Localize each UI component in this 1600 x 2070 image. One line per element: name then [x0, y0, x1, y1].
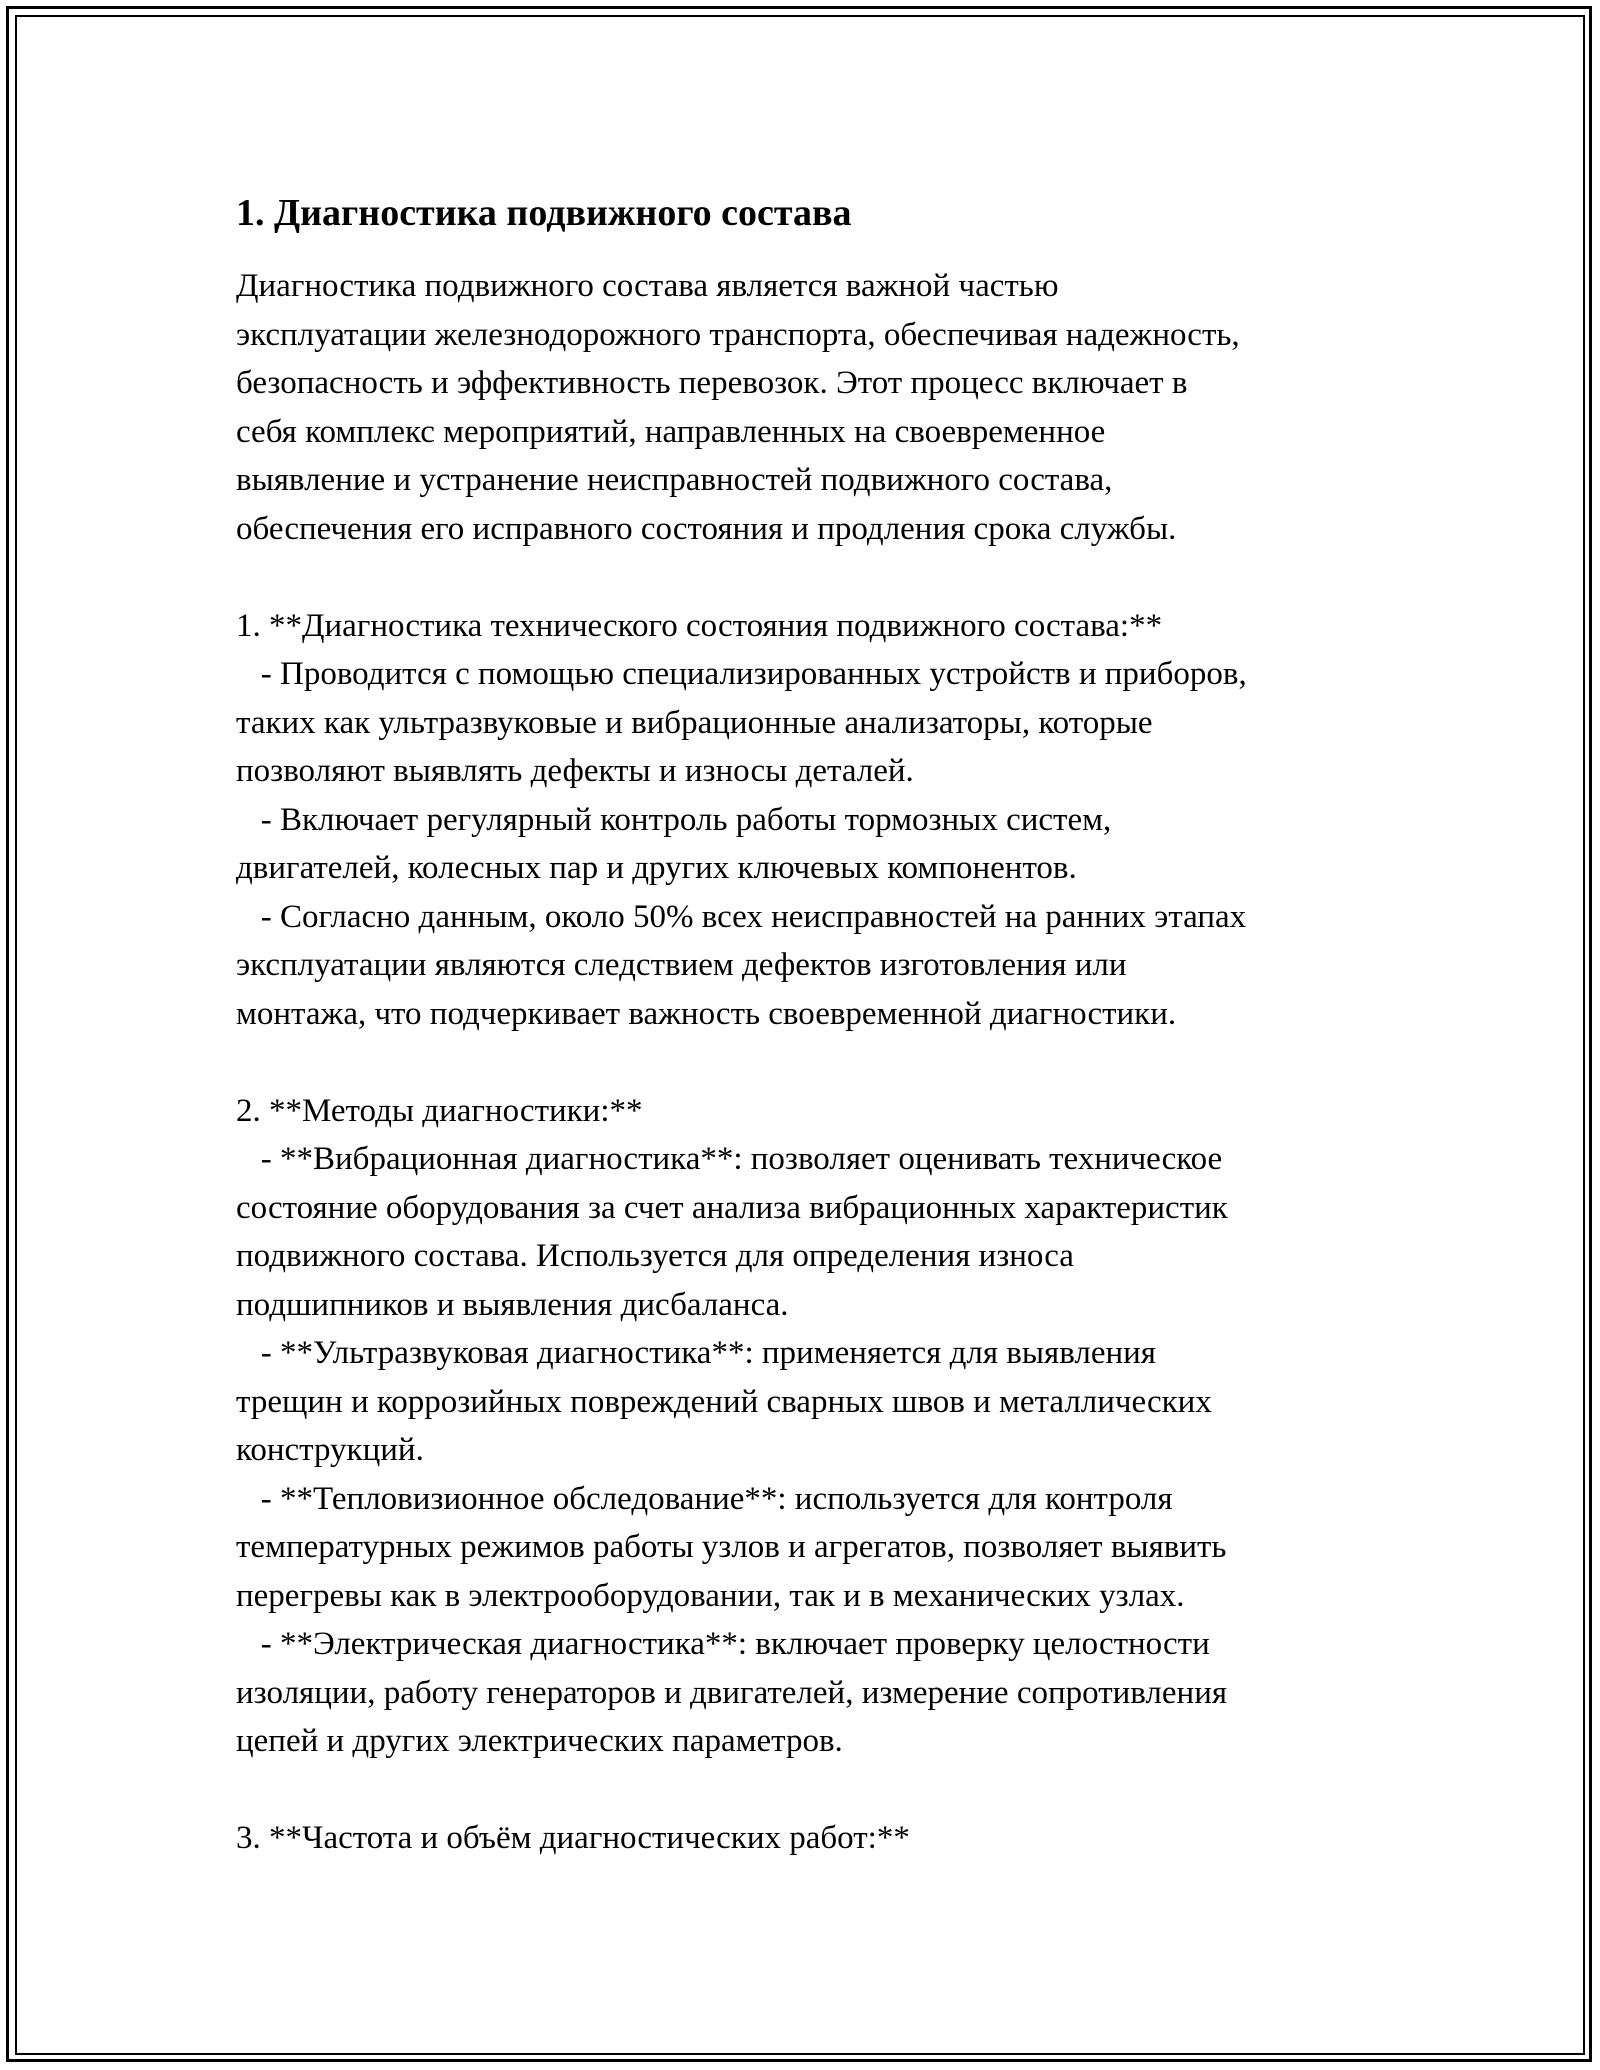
text-line: - **Вибрационная диагностика**: позволяет оценивать техническое	[236, 1141, 1223, 1177]
text-line: - **Электрическая диагностика**: включает проверку целостности	[236, 1626, 1210, 1662]
blank-line	[236, 1038, 1386, 1087]
text-line: цепей и других электрических параметров.	[236, 1723, 843, 1759]
text-line: обеспечения его исправного состояния и продления срока службы.	[236, 510, 1177, 547]
text-block	[236, 262, 1386, 1863]
text-line: перегревы как в электрооборудовании, так и в механических узлах.	[236, 1577, 1185, 1614]
text-line: подшипников и выявления дисбаланса.	[236, 1286, 789, 1323]
text-line: 2. **Методы диагностики:**	[236, 1092, 643, 1129]
text-line: позволяют выявлять дефекты и износы деталей.	[236, 753, 914, 789]
text-line: трещин и коррозийных повреждений сварных швов и металлических	[236, 1383, 1212, 1420]
text-line: монтажа, что подчеркивает важность своевременной диагностики.	[236, 995, 1177, 1032]
text-line: эксплуатации являются следствием дефектов изготовления или	[236, 947, 1127, 983]
text-line: изоляции, работу генераторов и двигателей, измерение сопротивления	[236, 1674, 1228, 1711]
blank-line	[236, 1766, 1386, 1815]
text-line: выявление и устранение неисправностей подвижного состава,	[236, 462, 1113, 498]
text-line: состояние оборудования за счет анализа вибрационных характеристик	[236, 1189, 1228, 1226]
text-line: эксплуатации железнодорожного транспорта, обеспечивая надежность,	[236, 316, 1240, 353]
document-body	[236, 188, 1386, 1863]
text-line: таких как ультразвуковые и вибрационные анализаторы, которые	[236, 704, 1153, 741]
text-line: себя комплекс мероприятий, направленных на своевременное	[236, 413, 1106, 450]
text-line: - Включает регулярный контроль работы тормозных систем,	[236, 801, 1112, 838]
text-line: - **Тепловизионное обследование**: используется для контроля	[236, 1480, 1173, 1517]
text-line: - Проводится с помощью специализированных устройств и приборов,	[236, 656, 1247, 692]
text-line: двигателей, колесных пар и других ключевых компонентов.	[236, 850, 1077, 886]
blank-line	[236, 553, 1386, 602]
text-line: конструкций.	[236, 1432, 424, 1468]
text-line: температурных режимов работы узлов и агрегатов, позволяет выявить	[236, 1529, 1227, 1565]
text-line: 3. **Частота и объём диагностических работ:**	[236, 1820, 910, 1856]
text-line: - Согласно данным, около 50% всех неисправностей на ранних этапах	[236, 898, 1247, 935]
text-line: 1. **Диагностика технического состояния подвижного состава:**	[236, 607, 1163, 644]
text-line: подвижного состава. Используется для определения износа	[236, 1238, 1074, 1274]
section-heading: 1. Диагностика подвижного состава	[236, 192, 852, 234]
text-line: безопасность и эффективность перевозок. Этот процесс включает в	[236, 365, 1188, 401]
text-line: Диагностика подвижного состава является важной частью	[236, 268, 1059, 304]
text-line: - **Ультразвуковая диагностика**: применяется для выявления	[236, 1335, 1156, 1371]
